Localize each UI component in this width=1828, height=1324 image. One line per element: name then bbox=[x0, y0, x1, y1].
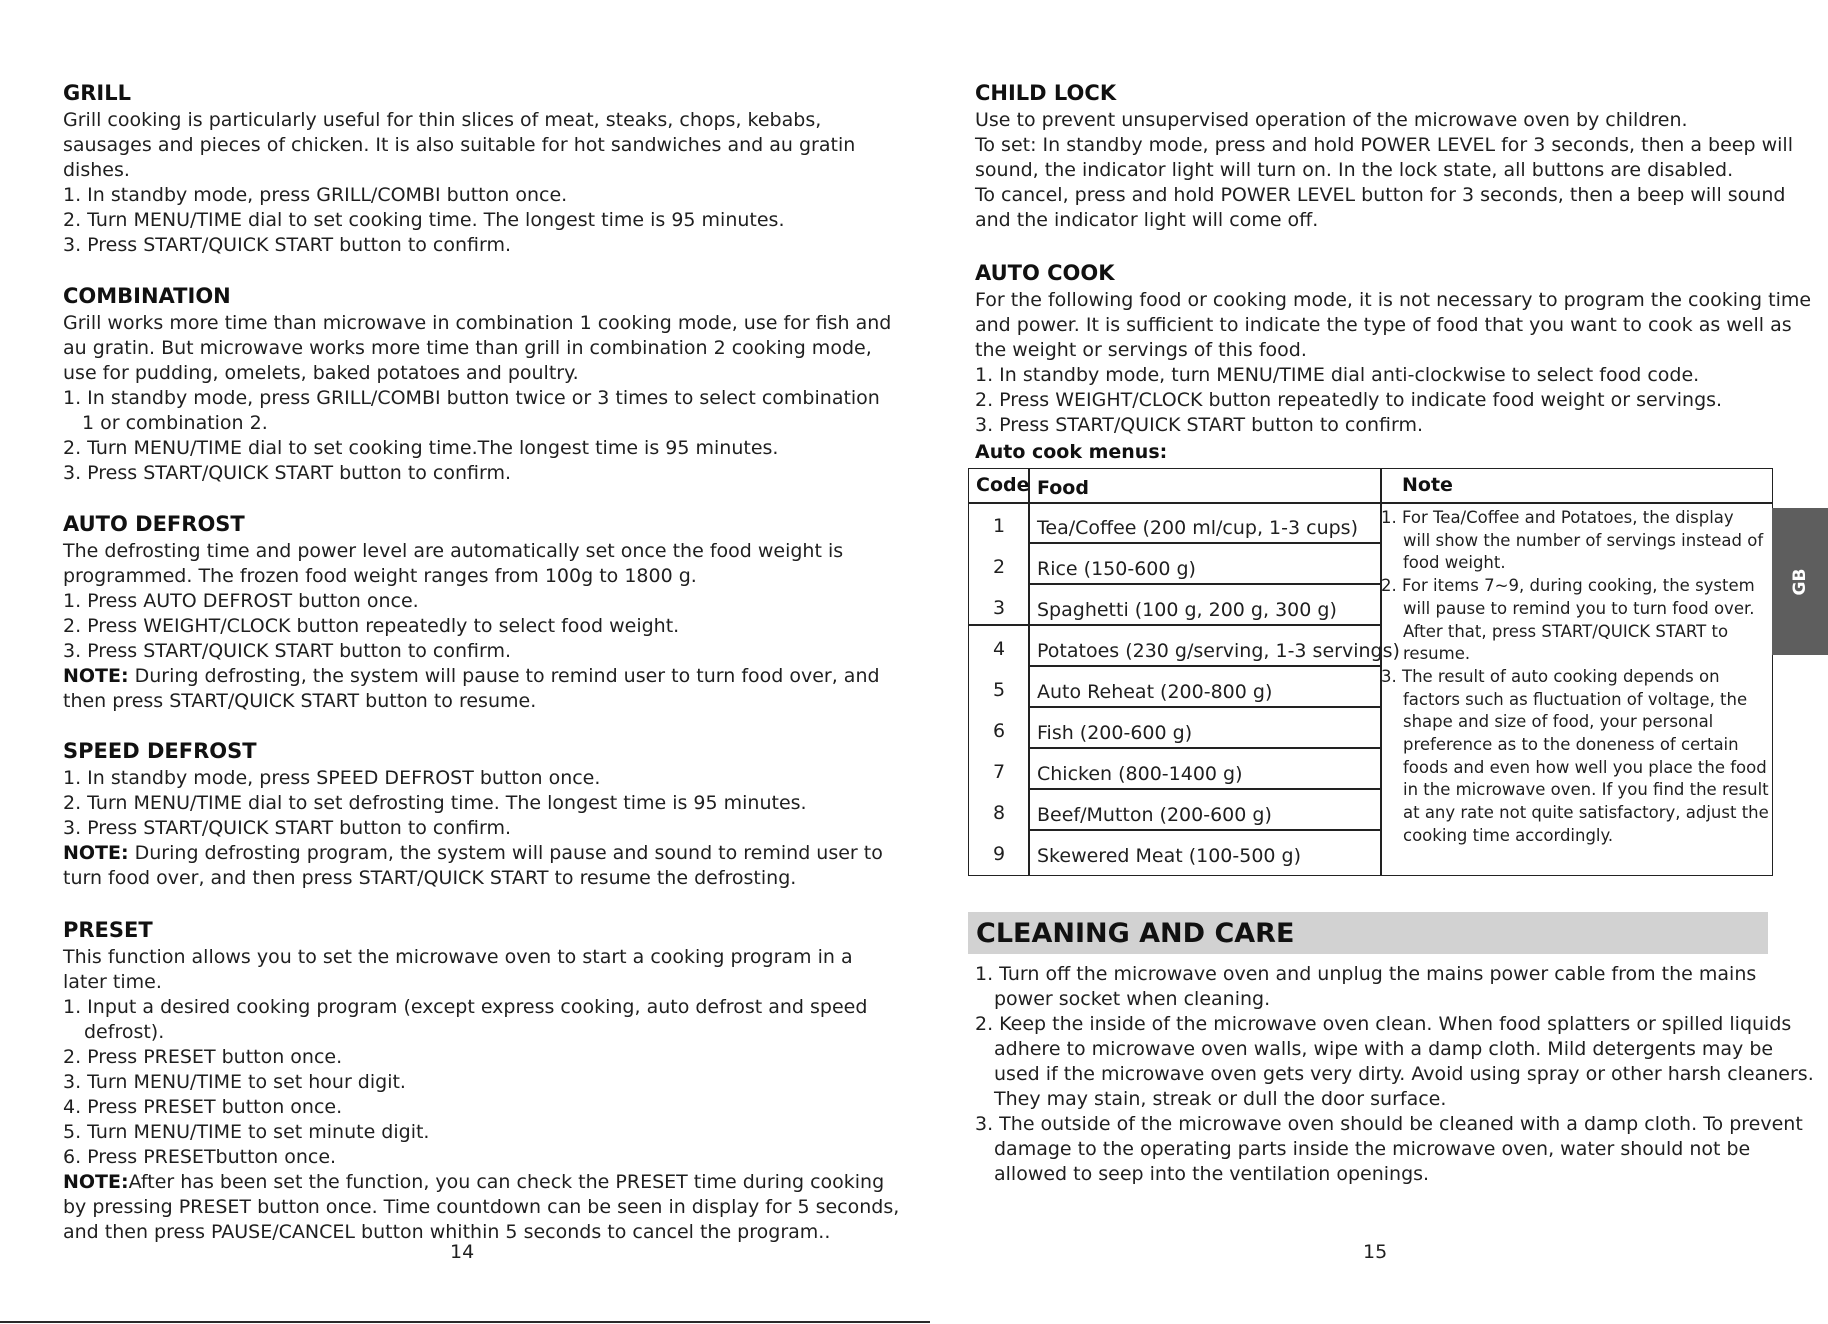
auto-cook-menus-label: Auto cook menus: bbox=[975, 441, 1168, 463]
preset-note: by pressing PRESET button once. Time countdown can be seen in display for 5 seconds, bbox=[63, 1196, 900, 1218]
table-cell-code: 2 bbox=[992, 556, 1006, 578]
language-tab-label: GB bbox=[1790, 568, 1810, 595]
table-note-line: cooking time accordingly. bbox=[1403, 825, 1614, 845]
auto-cook-step: 3. Press START/QUICK START button to confirm. bbox=[975, 414, 1424, 436]
auto-cook-text: For the following food or cooking mode, it is not necessary to program the cooking time bbox=[975, 289, 1812, 311]
table-cell-food: Skewered Meat (100-500 g) bbox=[1037, 845, 1302, 867]
grill-text: Grill cooking is particularly useful for thin slices of meat, steaks, chops, kebabs, bbox=[63, 109, 822, 131]
speed-defrost-heading: SPEED DEFROST bbox=[63, 739, 257, 763]
table-note-line: foods and even how well you place the food bbox=[1403, 757, 1767, 777]
grill-step: 1. In standby mode, press GRILL/COMBI button once. bbox=[63, 184, 568, 206]
combination-step: 1. In standby mode, press GRILL/COMBI button twice or 3 times to select combination bbox=[63, 387, 880, 409]
speed-defrost-note: turn food over, and then press START/QUICK START to resume the defrosting. bbox=[63, 867, 797, 889]
preset-heading: PRESET bbox=[63, 918, 153, 942]
note-text: After has been set the function, you can check the PRESET time during cooking bbox=[128, 1171, 885, 1193]
table-cell-food: Potatoes (230 g/serving, 1-3 servings) bbox=[1037, 640, 1400, 662]
preset-text: later time. bbox=[63, 971, 162, 993]
table-note-line: food weight. bbox=[1403, 553, 1506, 573]
cleaning-step: damage to the operating parts inside the microwave oven, water should not be bbox=[994, 1138, 1751, 1160]
grill-step: 2. Turn MENU/TIME dial to set cooking time. The longest time is 95 minutes. bbox=[63, 209, 785, 231]
auto-cook-table bbox=[968, 468, 1773, 876]
note-label: NOTE: bbox=[63, 1171, 129, 1193]
table-cell-food: Tea/Coffee (200 ml/cup, 1-3 cups) bbox=[1037, 517, 1358, 539]
table-divider bbox=[1028, 747, 1380, 749]
auto-defrost-text: The defrosting time and power level are automatically set once the food weight is bbox=[63, 540, 844, 562]
note-label: NOTE: bbox=[63, 842, 129, 864]
language-tab bbox=[1772, 508, 1828, 655]
page-number: 14 bbox=[450, 1241, 475, 1263]
table-divider bbox=[1380, 502, 1772, 504]
cleaning-step: 2. Keep the inside of the microwave oven clean. When food splatters or spilled liquids bbox=[975, 1013, 1792, 1035]
table-note-line: 2. For items 7~9, during cooking, the system bbox=[1381, 576, 1755, 596]
table-note-line: resume. bbox=[1403, 644, 1471, 664]
table-cell-food: Spaghetti (100 g, 200 g, 300 g) bbox=[1037, 599, 1337, 621]
combination-step: 2. Turn MENU/TIME dial to set cooking time.The longest time is 95 minutes. bbox=[63, 437, 779, 459]
table-cell-food: Rice (150-600 g) bbox=[1037, 558, 1196, 580]
table-divider bbox=[1028, 542, 1380, 544]
preset-step: defrost). bbox=[84, 1021, 165, 1043]
combination-heading: COMBINATION bbox=[63, 284, 231, 308]
preset-step: 1. Input a desired cooking program (except express cooking, auto defrost and speed bbox=[63, 996, 868, 1018]
cleaning-step: power socket when cleaning. bbox=[994, 988, 1271, 1010]
preset-step: 4. Press PRESET button once. bbox=[63, 1096, 343, 1118]
table-note-line: in the microwave oven. If you find the result bbox=[1403, 780, 1769, 800]
child-lock-text: Use to prevent unsupervised operation of the microwave oven by children. bbox=[975, 109, 1688, 131]
table-cell-code: 4 bbox=[992, 638, 1006, 660]
child-lock-heading: CHILD LOCK bbox=[975, 81, 1117, 105]
table-cell-food: Fish (200-600 g) bbox=[1037, 722, 1193, 744]
table-header-code: Code bbox=[976, 474, 1030, 496]
preset-text: This function allows you to set the microwave oven to start a cooking program in a bbox=[63, 946, 853, 968]
grill-heading: GRILL bbox=[63, 81, 131, 105]
grill-text: dishes. bbox=[63, 159, 130, 181]
cleaning-step: allowed to seep into the ventilation openings. bbox=[994, 1163, 1430, 1185]
preset-note: and then press PAUSE/CANCEL button whithin 5 seconds to cancel the program.. bbox=[63, 1221, 831, 1243]
preset-step: 6. Press PRESETbutton once. bbox=[63, 1146, 337, 1168]
table-note-line: factors such as fluctuation of voltage, the bbox=[1403, 689, 1748, 709]
table-note-line: shape and size of food, your personal bbox=[1403, 712, 1714, 732]
auto-cook-heading: AUTO COOK bbox=[975, 261, 1115, 285]
table-cell-food: Auto Reheat (200-800 g) bbox=[1037, 681, 1273, 703]
preset-step: 3. Turn MENU/TIME to set hour digit. bbox=[63, 1071, 406, 1093]
child-lock-text: sound, the indicator light will turn on. In the lock state, all buttons are disabled. bbox=[975, 159, 1734, 181]
cleaning-section-banner bbox=[968, 912, 1768, 954]
combination-step: 3. Press START/QUICK START button to confirm. bbox=[63, 462, 512, 484]
preset-step: 5. Turn MENU/TIME to set minute digit. bbox=[63, 1121, 430, 1143]
auto-cook-step: 1. In standby mode, turn MENU/TIME dial anti-clockwise to select food code. bbox=[975, 364, 1700, 386]
speed-defrost-note bbox=[63, 841, 883, 866]
combination-text: au gratin. But microwave works more time than grill in combination 2 cooking mode, bbox=[63, 337, 872, 359]
child-lock-text: and the indicator light will come off. bbox=[975, 209, 1319, 231]
table-divider bbox=[1028, 665, 1380, 667]
grill-text: sausages and pieces of chicken. It is also suitable for hot sandwiches and au gratin bbox=[63, 134, 856, 156]
auto-defrost-text: programmed. The frozen food weight ranges from 100g to 1800 g. bbox=[63, 565, 697, 587]
speed-defrost-step: 2. Turn MENU/TIME dial to set defrosting time. The longest time is 95 minutes. bbox=[63, 792, 807, 814]
cleaning-step: 3. The outside of the microwave oven should be cleaned with a damp cloth. To prevent bbox=[975, 1113, 1803, 1135]
table-header-note: Note bbox=[1402, 474, 1453, 496]
cleaning-step: adhere to microwave oven walls, wipe with a damp cloth. Mild detergents may be bbox=[994, 1038, 1774, 1060]
table-cell-food: Beef/Mutton (200-600 g) bbox=[1037, 804, 1272, 826]
table-note-line: 1. For Tea/Coffee and Potatoes, the display bbox=[1381, 508, 1734, 527]
table-cell-food: Chicken (800-1400 g) bbox=[1037, 763, 1243, 785]
grill-step: 3. Press START/QUICK START button to confirm. bbox=[63, 234, 512, 256]
note-text: During defrosting, the system will pause to remind user to turn food over, and bbox=[128, 665, 880, 687]
speed-defrost-step: 1. In standby mode, press SPEED DEFROST button once. bbox=[63, 767, 601, 789]
table-divider bbox=[969, 502, 1380, 504]
combination-text: Grill works more time than microwave in combination 1 cooking mode, use for fish and bbox=[63, 312, 892, 334]
speed-defrost-step: 3. Press START/QUICK START button to confirm. bbox=[63, 817, 512, 839]
auto-cook-text: and power. It is sufficient to indicate the type of food that you want to cook as well as bbox=[975, 314, 1792, 336]
table-cell-code: 5 bbox=[992, 679, 1006, 701]
table-note-line: will pause to remind you to turn food over. bbox=[1403, 598, 1755, 618]
auto-defrost-note: then press START/QUICK START button to resume. bbox=[63, 690, 537, 712]
auto-cook-text: the weight or servings of this food. bbox=[975, 339, 1307, 361]
table-cell-code: 6 bbox=[992, 720, 1006, 742]
table-divider bbox=[1028, 583, 1380, 585]
table-note-line: preference as to the doneness of certain bbox=[1403, 735, 1739, 754]
table-divider bbox=[1028, 788, 1380, 790]
note-text: During defrosting program, the system will pause and sound to remind user to bbox=[128, 842, 883, 864]
auto-defrost-note bbox=[63, 664, 880, 689]
note-label: NOTE: bbox=[63, 665, 129, 687]
table-cell-code: 1 bbox=[992, 515, 1006, 537]
combination-text: use for pudding, omelets, baked potatoes and poultry. bbox=[63, 362, 579, 384]
cleaning-step: They may stain, streak or dull the door surface. bbox=[994, 1088, 1447, 1110]
table-header-food: Food bbox=[1037, 477, 1089, 499]
cleaning-step: used if the microwave oven gets very dirty. Avoid using spray or other harsh cleaners. bbox=[994, 1063, 1814, 1085]
auto-defrost-step: 2. Press WEIGHT/CLOCK button repeatedly to select food weight. bbox=[63, 615, 680, 637]
table-divider bbox=[1028, 706, 1380, 708]
table-divider bbox=[969, 624, 1380, 626]
auto-defrost-heading: AUTO DEFROST bbox=[63, 512, 245, 536]
table-note-line: will show the number of servings instead of bbox=[1403, 530, 1764, 550]
table-note-line: at any rate not quite satisfactory, adjust the bbox=[1403, 803, 1769, 823]
table-cell-code: 7 bbox=[992, 761, 1006, 783]
cleaning-step: 1. Turn off the microwave oven and unplug the mains power cable from the mains bbox=[975, 963, 1757, 985]
table-cell-code: 3 bbox=[992, 597, 1006, 619]
preset-step: 2. Press PRESET button once. bbox=[63, 1046, 343, 1068]
table-divider bbox=[1028, 829, 1380, 831]
child-lock-text: To cancel, press and hold POWER LEVEL button for 3 seconds, then a beep will sound bbox=[975, 184, 1786, 206]
table-note-line: 3. The result of auto cooking depends on bbox=[1381, 666, 1720, 686]
table-cell-code: 9 bbox=[992, 843, 1006, 865]
preset-note bbox=[63, 1170, 884, 1195]
combination-step: 1 or combination 2. bbox=[82, 412, 268, 434]
auto-defrost-step: 1. Press AUTO DEFROST button once. bbox=[63, 590, 419, 612]
cleaning-heading: CLEANING AND CARE bbox=[976, 918, 1295, 949]
page-bottom-rule bbox=[0, 1321, 930, 1323]
page-number: 15 bbox=[1363, 1241, 1388, 1263]
child-lock-text: To set: In standby mode, press and hold POWER LEVEL for 3 seconds, then a beep will bbox=[975, 134, 1793, 156]
table-cell-code: 8 bbox=[992, 802, 1006, 824]
auto-cook-step: 2. Press WEIGHT/CLOCK button repeatedly to indicate food weight or servings. bbox=[975, 389, 1723, 411]
auto-defrost-step: 3. Press START/QUICK START button to confirm. bbox=[63, 640, 512, 662]
table-note-line: After that, press START/QUICK START to bbox=[1403, 621, 1729, 641]
